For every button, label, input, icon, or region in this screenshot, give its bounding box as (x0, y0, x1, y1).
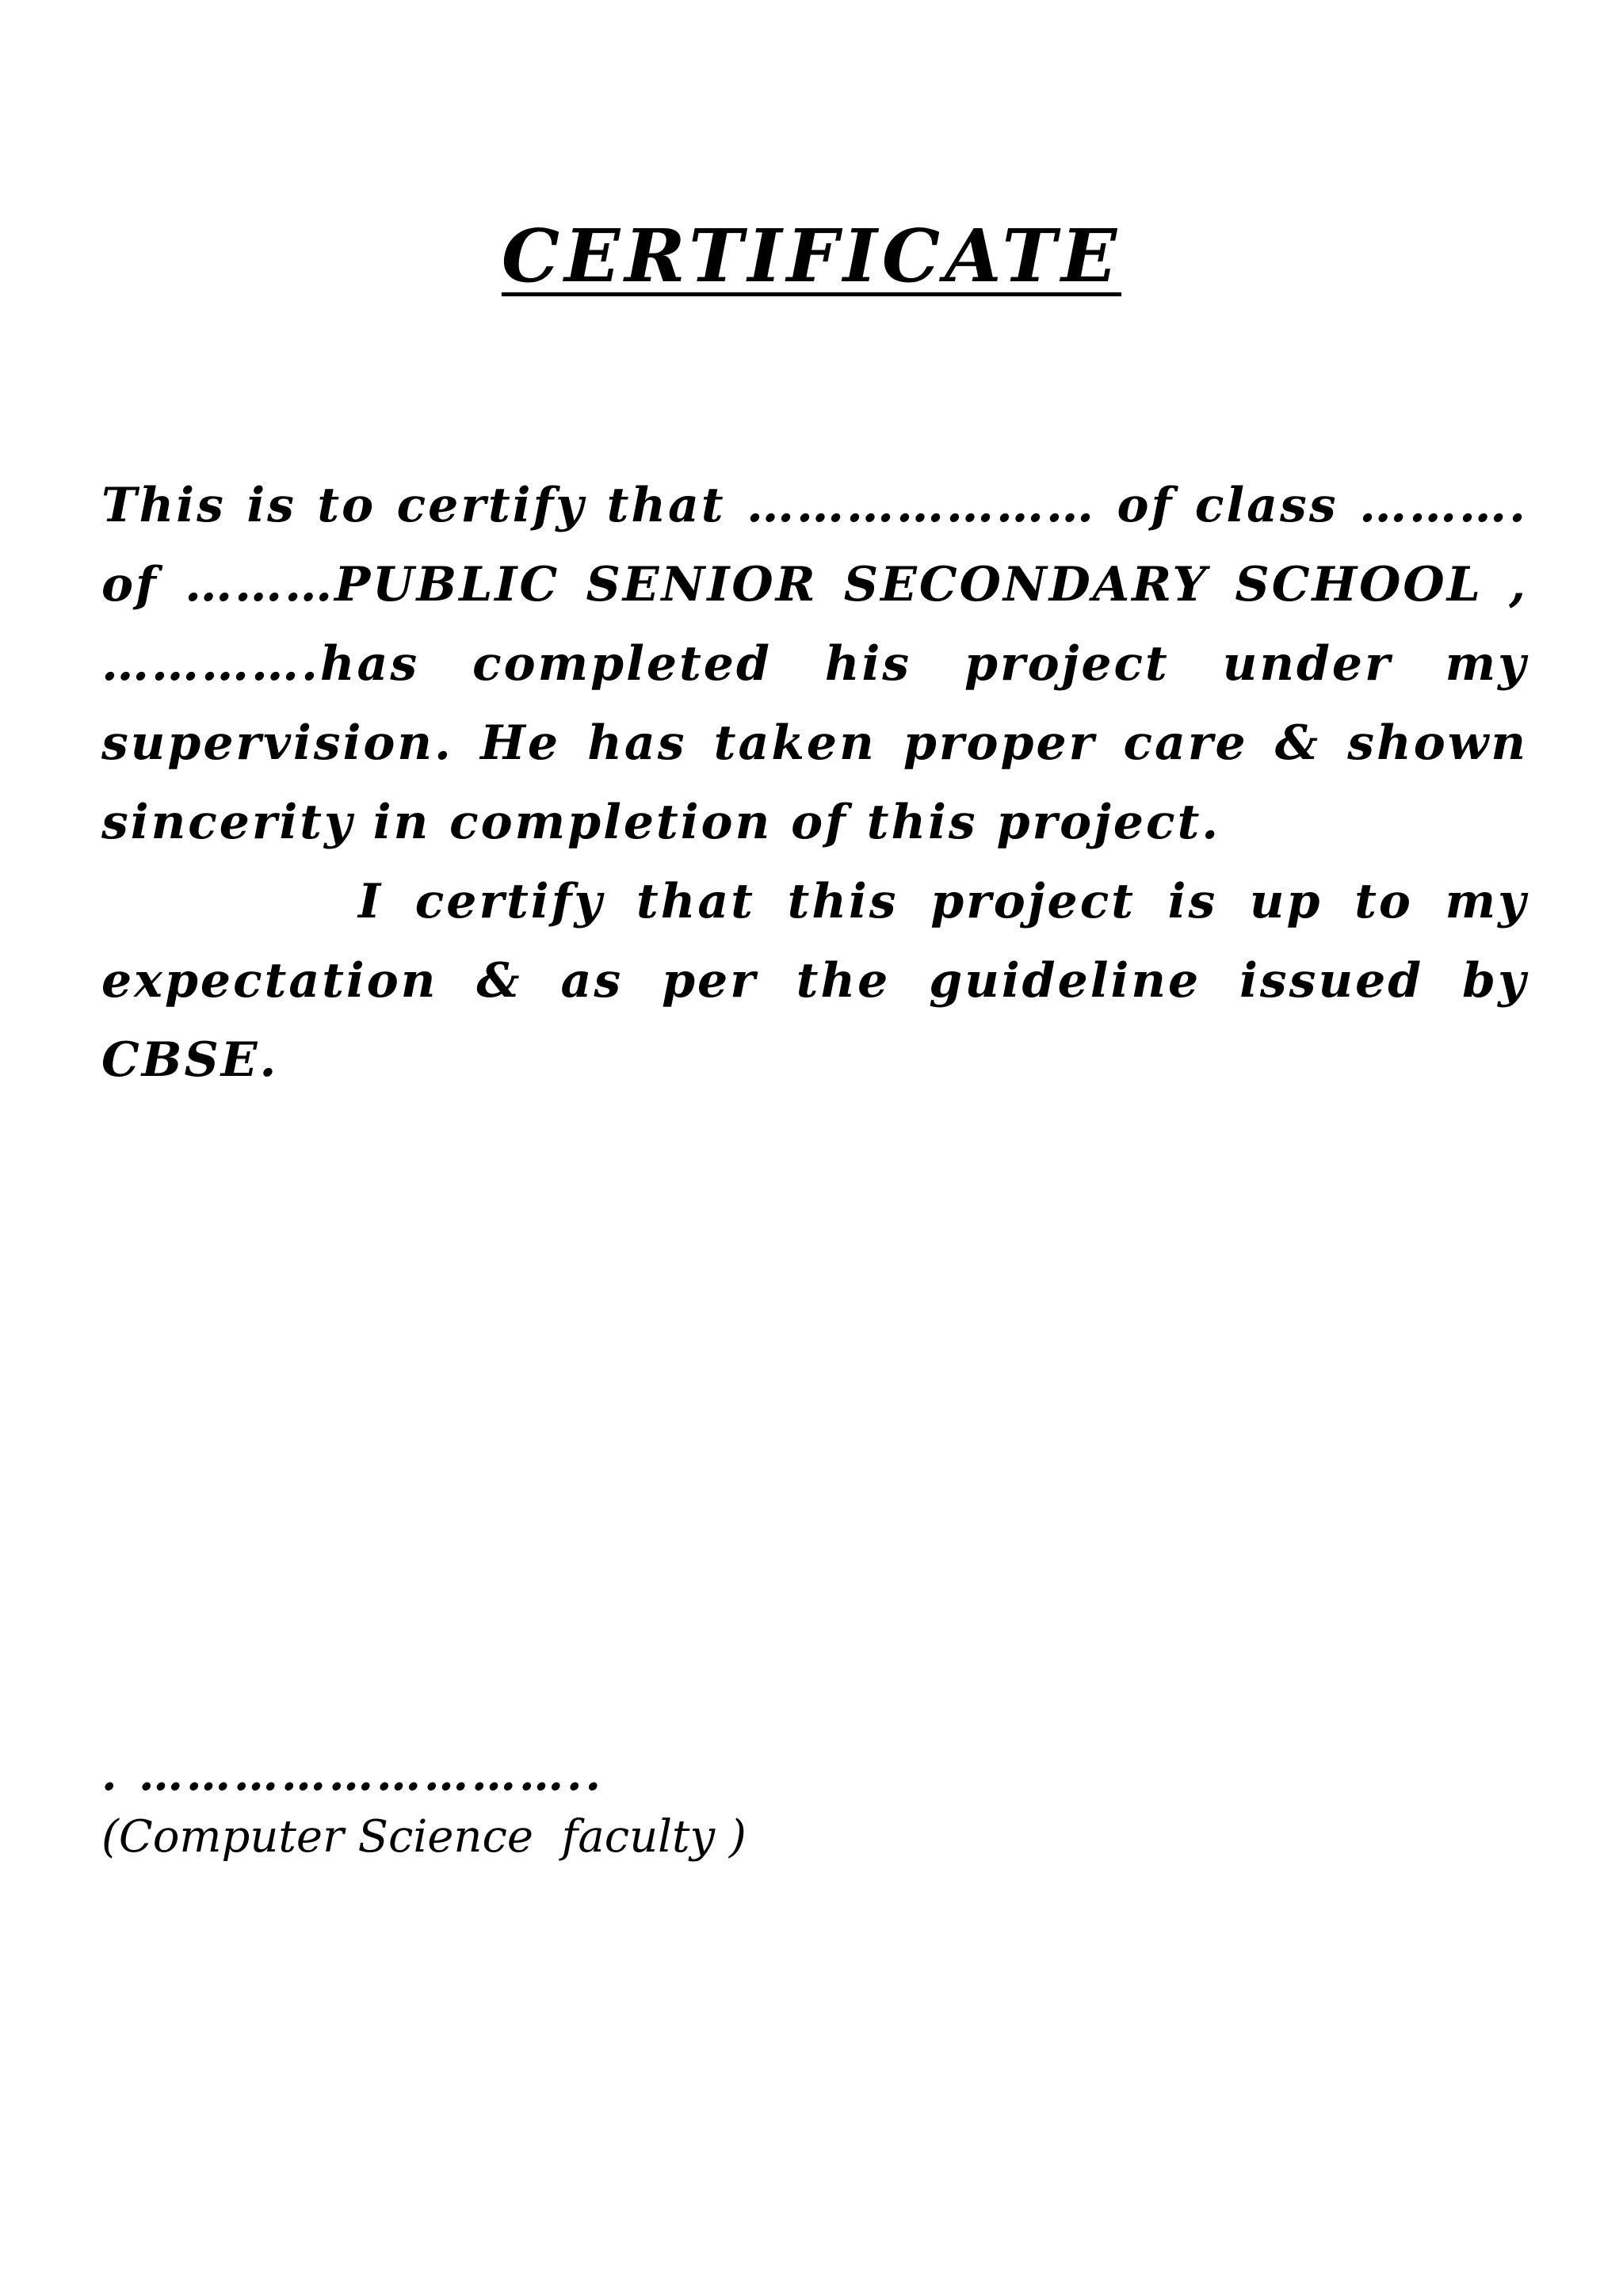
signature-line: . ……………………….. (101, 1749, 604, 1801)
certificate-title (0, 212, 1623, 299)
certificate-body (101, 466, 1528, 1100)
certificate-paragraph-1: This is to certify that ………………… of class ………. of ………PUBLIC SENIOR SECONDARY SCHOOL , ………….has completed his project under my supervision. He has taken proper care & shown sincerity in completion of this project. (101, 478, 1528, 850)
signature-block (101, 1747, 1052, 1869)
certificate-title-text: CERTIFICATE (501, 213, 1122, 299)
signature-caption: (Computer Science faculty ) (101, 1811, 747, 1863)
certificate-paragraph-2: I certify that this project is up to my expectation & as per the guideline issued by CBSE. (101, 874, 1528, 1088)
